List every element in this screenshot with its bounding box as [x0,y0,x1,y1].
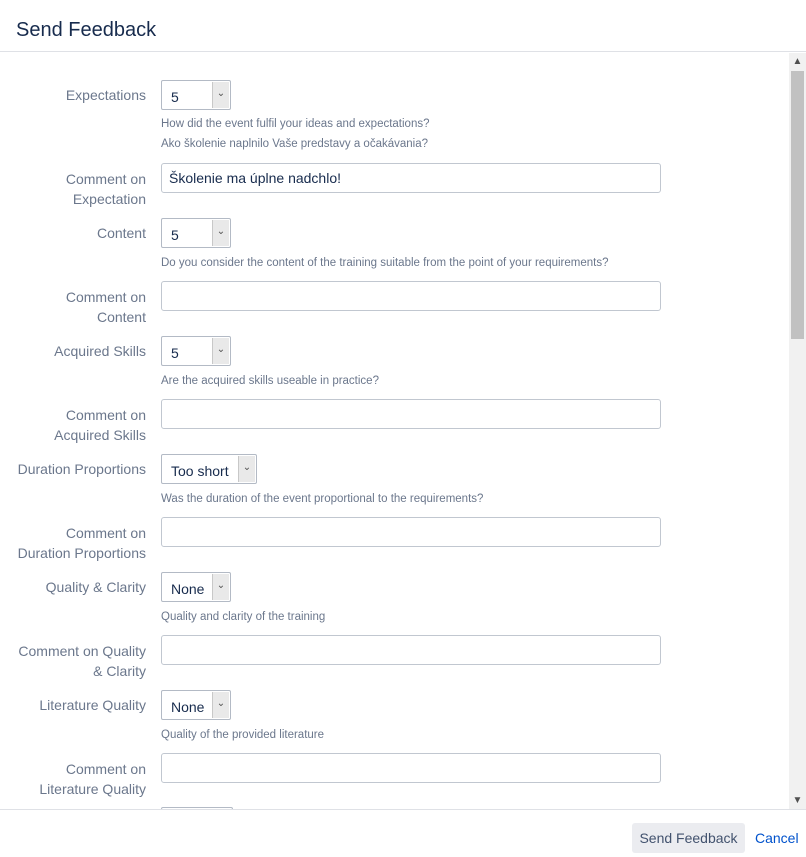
dialog-header [0,0,806,52]
comment-duration-input[interactable] [161,517,661,547]
expectations-select-value: 5 [171,89,179,105]
chevron-down-icon: ⌄ [212,692,229,718]
scrollbar-thumb[interactable] [791,71,804,339]
comment-content-input[interactable] [161,281,661,311]
expectations-help-sk: Ako školenie naplnilo Vaše predstavy a očakávania? [161,138,429,150]
comment-literature-input[interactable] [161,753,661,783]
quality-clarity-label: Quality & Clarity [45,579,146,595]
feedback-form[interactable] [0,53,806,809]
literature-quality-label: Literature Quality [39,697,146,713]
content-select-value: 5 [171,227,179,243]
comment-quality-clarity-label-line2: & Clarity [93,663,146,679]
expectations-select[interactable] [161,80,231,110]
comment-literature-label-line1: Comment on [65,761,146,777]
acquired-skills-help: Are the acquired skills useable in practice? [161,375,379,387]
scroll-down-arrow-icon[interactable]: ▼ [792,795,803,806]
comment-content-label-line1: Comment on [65,289,146,305]
acquired-skills-select-value: 5 [171,345,179,361]
chevron-down-icon: ⌄ [212,574,229,600]
content-help: Do you consider the content of the training suitable from the point of your requirements? [161,257,609,269]
dialog-footer [0,809,806,857]
chevron-down-icon: ⌄ [238,456,255,482]
dialog-title: Send Feedback [16,19,157,41]
literature-quality-select[interactable] [161,690,231,720]
acquired-skills-select[interactable] [161,336,231,366]
duration-proportions-help: Was the duration of the event proportional to the requirements? [161,493,484,505]
expectations-label: Expectations [65,87,146,103]
send-feedback-button[interactable]: Send Feedback [632,823,745,853]
comment-expectation-input[interactable] [161,163,661,193]
comment-literature-label-line2: Literature Quality [39,781,146,797]
quality-clarity-select[interactable] [161,572,231,602]
chevron-down-icon: ⌄ [212,338,229,364]
acquired-skills-label: Acquired Skills [54,343,146,359]
comment-acquired-skills-label-line2: Acquired Skills [54,427,146,443]
comment-content-label-line2: Content [96,309,146,325]
content-label: Content [96,225,146,241]
literature-quality-select-value: None [171,699,205,715]
duration-proportions-select-value: Too short [171,463,229,479]
comment-acquired-skills-input[interactable] [161,399,661,429]
quality-clarity-select-value: None [171,581,205,597]
comment-duration-label-line2: Duration Proportions [17,545,146,561]
comment-duration-label-line1: Comment on [65,525,146,541]
cancel-link[interactable]: Cancel [755,830,799,846]
comment-expectation-label-line2: Expectation [72,191,146,207]
chevron-down-icon: ⌄ [212,82,229,108]
comment-acquired-skills-label-line1: Comment on [65,407,146,423]
vertical-scrollbar[interactable] [789,53,806,809]
content-select[interactable] [161,218,231,248]
duration-proportions-select[interactable] [161,454,257,484]
literature-quality-help: Quality of the provided literature [161,729,325,741]
duration-proportions-label: Duration Proportions [17,461,146,477]
comment-quality-clarity-input[interactable] [161,635,661,665]
expectations-help-en: How did the event fulfil your ideas and expectations? [161,118,430,130]
scroll-up-arrow-icon[interactable]: ▲ [792,56,803,67]
chevron-down-icon: ⌄ [212,220,229,246]
quality-clarity-help: Quality and clarity of the training [161,611,326,623]
comment-quality-clarity-label-line1: Comment on Quality [18,643,146,659]
comment-expectation-label-line1: Comment on [65,171,146,187]
